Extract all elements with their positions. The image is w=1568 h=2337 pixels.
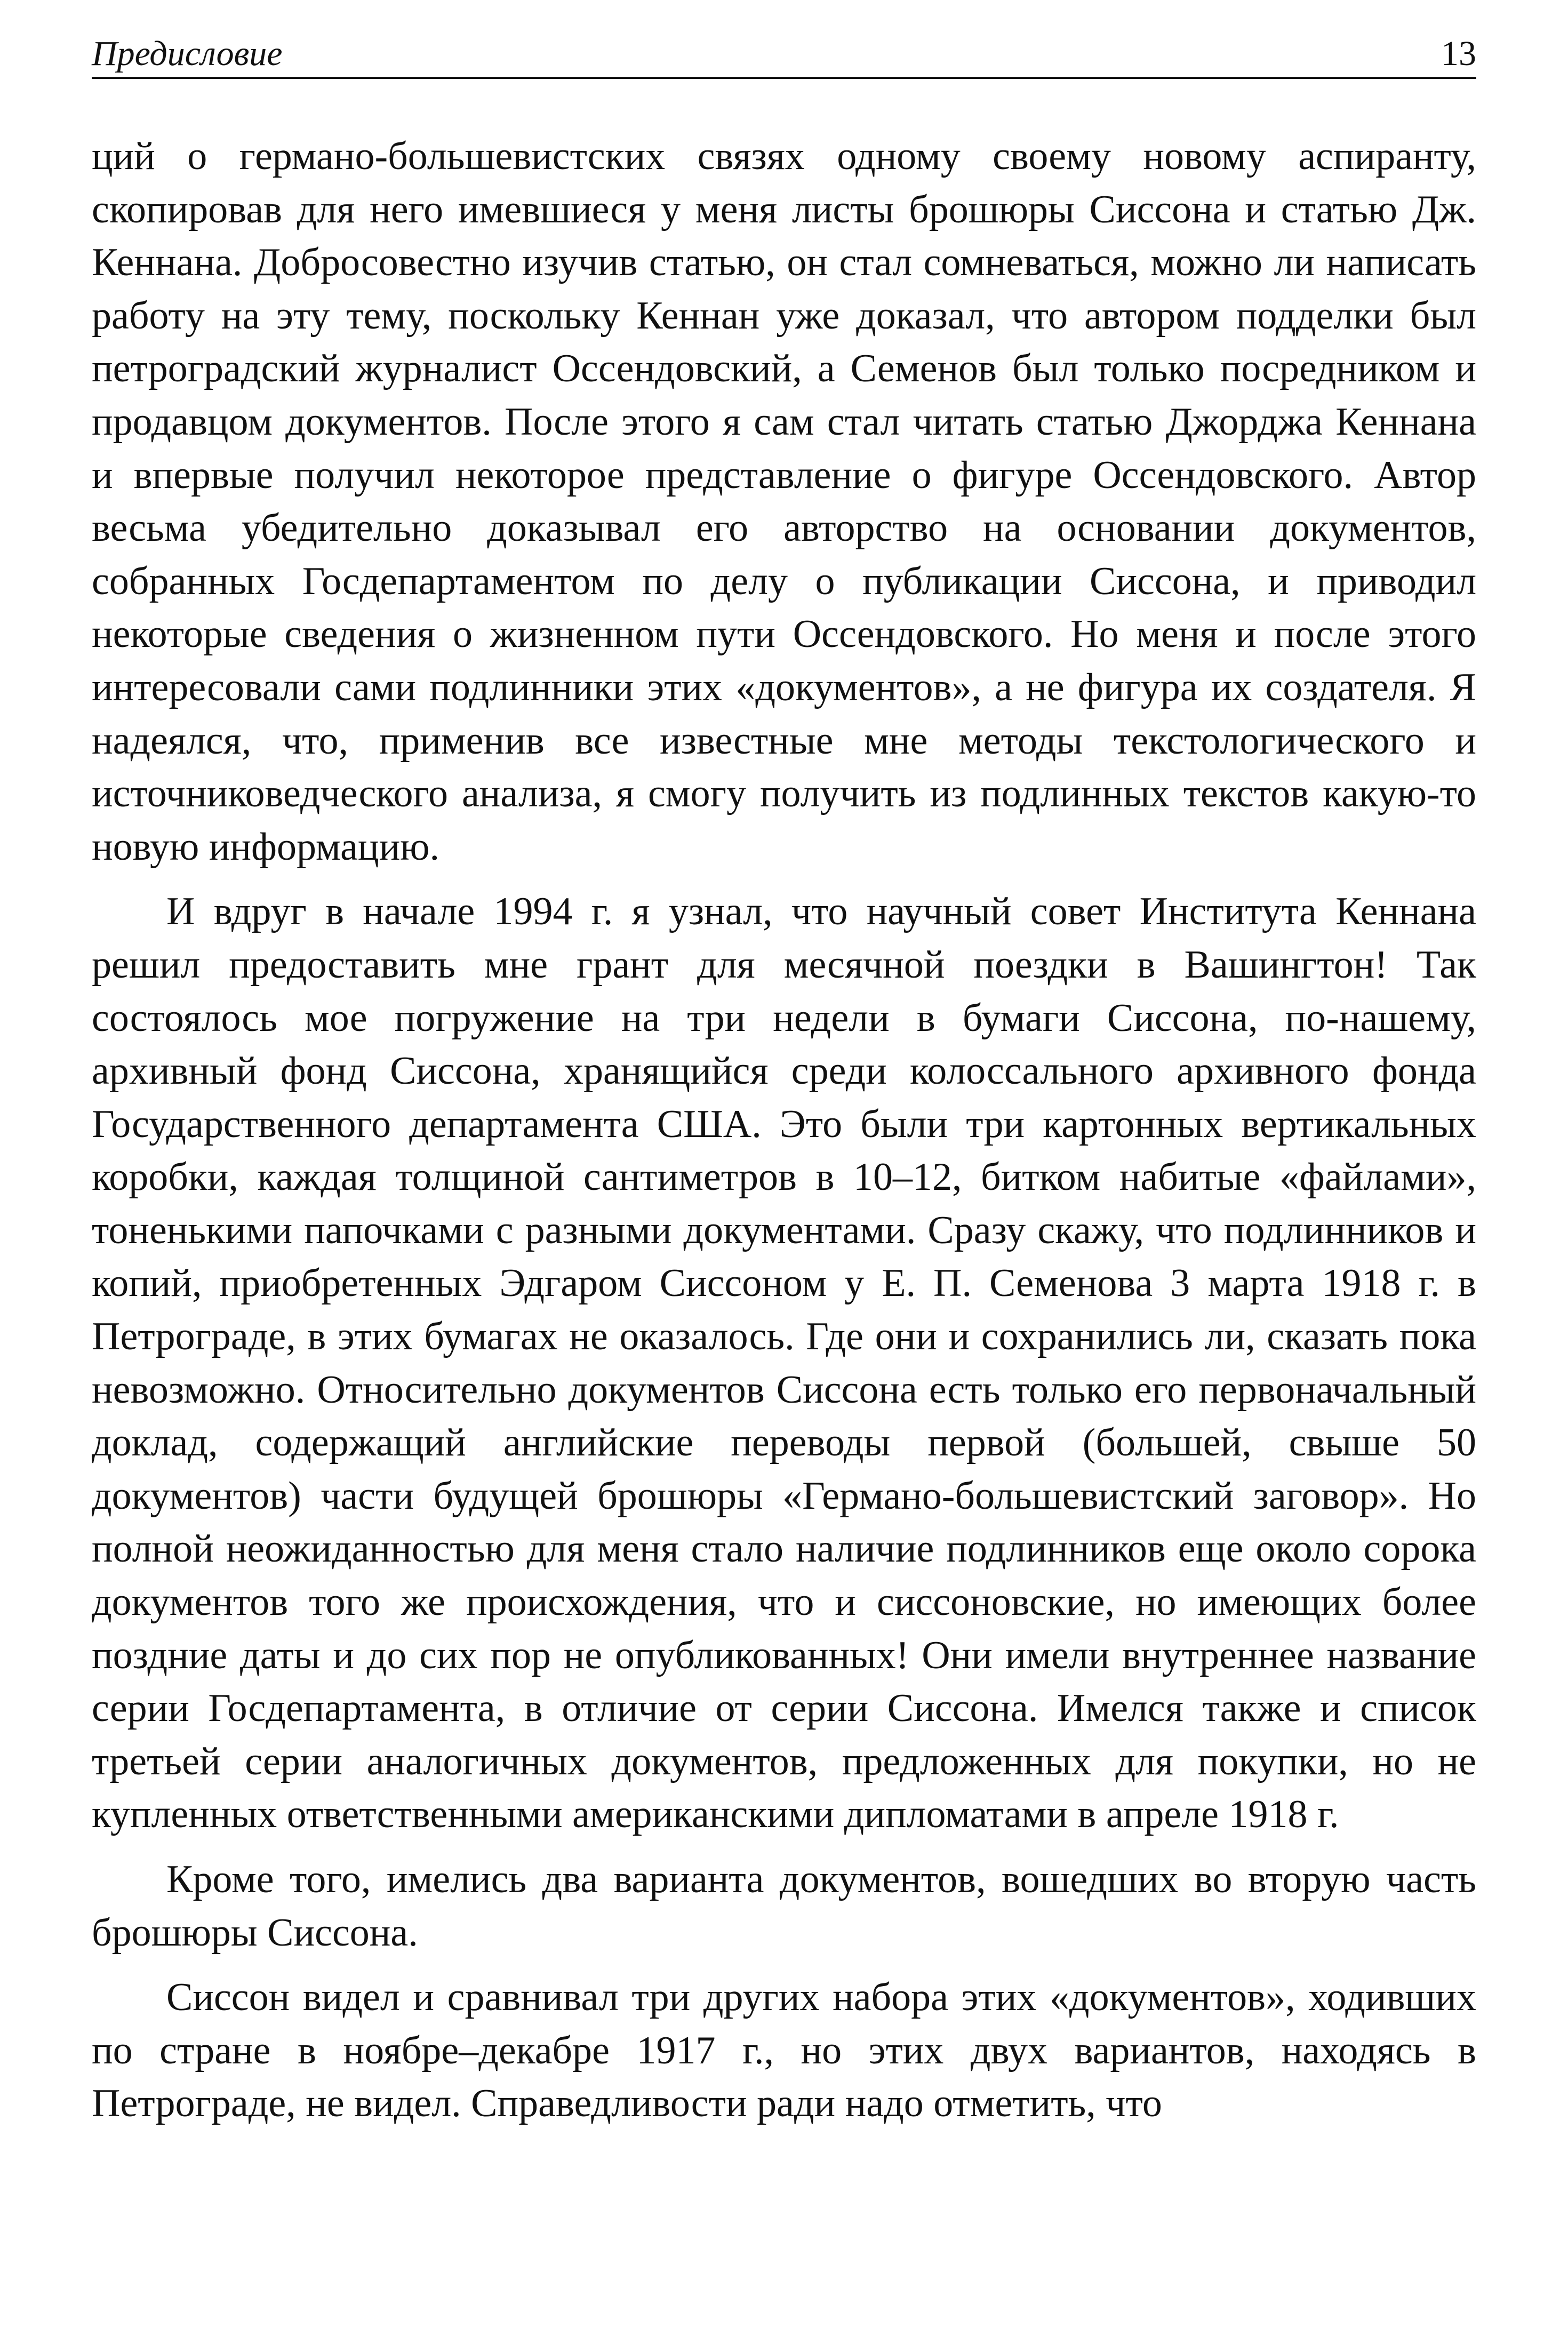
body-text (92, 130, 1476, 2131)
paragraph: Кроме того, имелись два варианта документов, вошедших во вторую часть брошюры Сиссона. (92, 1858, 1476, 1955)
book-page (92, 28, 1476, 2310)
page-number: 13 (1441, 34, 1476, 73)
chapter-title: Предисловие (92, 34, 283, 73)
paragraph-continuation: ций о германо-большевистских связях одному своему новому аспиранту, скопировав для него имевшиеся у меня листы брошюры Сиссона и статью Дж. Кеннана. Добросовестно изучив статью, он стал сомневаться, можно ли написать работу на эту тему, поскольку Кеннан уже доказал, что автором подделки был петроградский журналист Оссендовский, а Семенов был только посредником и продавцом документов. После этого я сам стал читать статью Джорджа Кеннана и впервые получил некоторое представление о фигуре Оссендовского. Автор весьма убедительно доказывал его авторство на основании документов, собранных Госдепартаментом по делу о публикации Сиссона, и приводил некоторые сведения о жизненном пути Оссендовского. Но меня и после этого интересовали сами подлинники этих «документов», а не фигура их создателя. Я надеялся, что, применив все известные мне методы текстологического и источниковедческого анализа, я смогу получить из подлинных текстов какую-то новую информацию. (92, 134, 1476, 869)
running-header (92, 28, 1476, 79)
paragraph: И вдруг в начале 1994 г. я узнал, что научный совет Института Кеннана решил предоставить мне грант для месячной поездки в Вашингтон! Так состоялось мое погружение на три недели в бумаги Сиссона, по-нашему, архивный фонд Сиссона, хранящийся среди колоссального архивного фонда Государственного департамента США. Это были три картонных вертикальных коробки, каждая толщиной сантиметров в 10–12, битком набитые «файлами», тоненькими папочками с разными документами. Сразу скажу, что подлинников и копий, приобретенных Эдгаром Сиссоном у Е. П. Семенова 3 марта 1918 г. в Петрограде, в этих бумагах не оказалось. Где они и сохранились ли, сказать пока невозможно. Относительно документов Сиссона есть только его первоначальный доклад, содержащий английские переводы первой (большей, свыше 50 документов) части будущей брошюры «Германо-большевистский заговор». Но полной неожиданностью для меня стало наличие подлинников еще около сорока документов того же происхождения, что и сиссоновские, но имеющих более поздние даты и до сих пор не опубликованных! Они имели внутреннее название серии Госдепартамента, в отличие от серии Сиссона. Имелся также и список третьей серии аналогичных документов, предложенных для покупки, но не купленных ответственными американскими дипломатами в апреле 1918 г. (92, 890, 1476, 1837)
paragraph: Сиссон видел и сравнивал три других набора этих «документов», ходивших по стране в ноябре–декабре 1917 г., но этих двух вариантов, находясь в Петрограде, не видел. Справедливости ради надо отметить, что (92, 1975, 1476, 2126)
